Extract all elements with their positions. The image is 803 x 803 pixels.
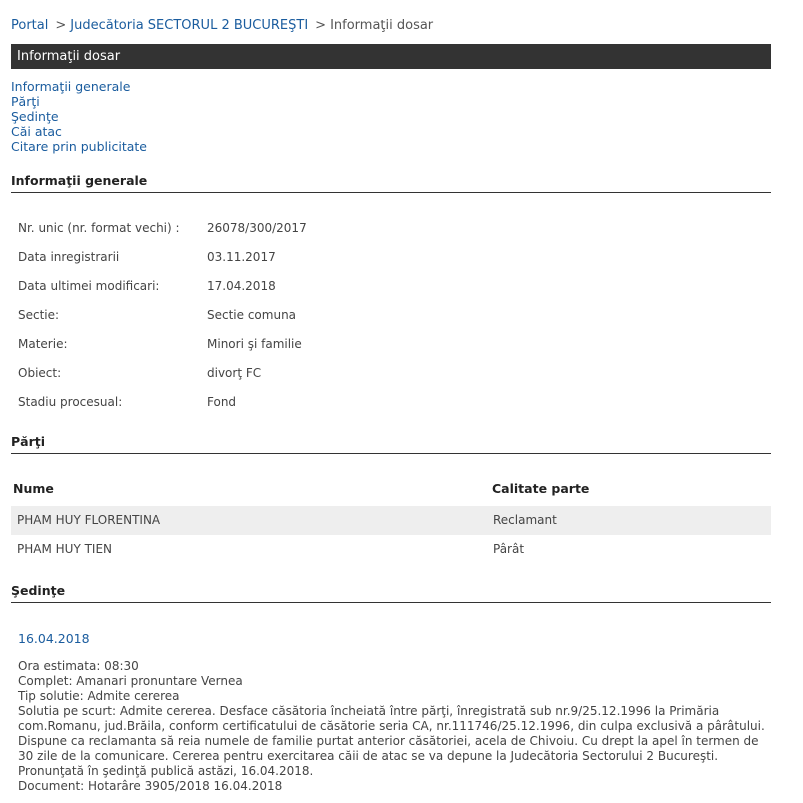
column-header-name: Nume xyxy=(13,481,54,496)
info-label: Data inregistrarii xyxy=(18,250,120,264)
info-label: Obiect: xyxy=(18,366,62,380)
info-value: 03.11.2017 xyxy=(207,250,276,264)
page-title: Informaţii dosar xyxy=(17,49,121,64)
parti-table-header xyxy=(11,481,771,501)
breadcrumb-current: Informaţii dosar xyxy=(330,18,434,33)
table-row xyxy=(11,506,771,535)
hearing-document: Document: Hotarâre 3905/2018 16.04.2018 xyxy=(18,779,283,793)
column-header-role: Calitate parte xyxy=(492,481,590,496)
info-value: Fond xyxy=(207,395,237,409)
toc-link-sedinte[interactable]: Şedinţe xyxy=(11,109,59,124)
party-role: Reclamant xyxy=(493,513,557,527)
hearing-solution-summary: Solutia pe scurt: Admite cererea. Desface căsătoria încheiată între părţi, înregistrată sub nr.9/25.12.1996 la Primăria com.Romanu, jud.Brăila, conform certificatului de căsătorie seria CA, nr.111746/25.12.1996, din culpa exclusivă a pârâtului. Dispune ca reclamanta să reia numele de familie purtat anterior căsătoriei, acela de Chivoiu. Cu drept la apel în termen de 30 zile de la comunicare. Cererea pentru exercitarea căii de atac se va depune la Judecătoria Sectorului 2 Bucureşti. Pronunţată în şedinţă publică astăzi, 16.04.2018. xyxy=(18,704,765,778)
info-value: Minori şi familie xyxy=(207,337,302,351)
toc-link-informatii-generale[interactable]: Informaţii generale xyxy=(11,79,131,94)
info-label: Nr. unic (nr. format vechi) : xyxy=(18,221,180,235)
breadcrumb-separator: > xyxy=(55,18,67,33)
breadcrumb xyxy=(11,18,433,33)
page-title-bar xyxy=(11,44,771,69)
toc-link-cai-atac[interactable]: Căi atac xyxy=(11,124,62,139)
info-value: 26078/300/2017 xyxy=(207,221,307,235)
hearing-date: 16.04.2018 xyxy=(18,631,90,646)
table-of-contents xyxy=(11,79,147,154)
party-role: Pârât xyxy=(493,542,525,556)
hearing-details xyxy=(18,659,770,794)
info-label: Sectie: xyxy=(18,308,60,322)
toc-link-citare[interactable]: Citare prin publicitate xyxy=(11,139,147,154)
breadcrumb-court-link[interactable]: Judecătoria SECTORUL 2 BUCUREŞTI xyxy=(70,18,309,33)
table-row xyxy=(11,535,771,564)
breadcrumb-separator: > xyxy=(315,18,327,33)
party-name: PHAM HUY FLORENTINA xyxy=(17,513,161,527)
hearing-panel: Complet: Amanari pronuntare Vernea xyxy=(18,674,243,688)
party-name: PHAM HUY TIEN xyxy=(17,542,113,556)
info-value: Sectie comuna xyxy=(207,308,297,322)
info-value: divorţ FC xyxy=(207,366,262,380)
section-heading-parti: Părţi xyxy=(11,434,771,454)
hearing-time: Ora estimata: 08:30 xyxy=(18,659,139,673)
toc-link-parti[interactable]: Părţi xyxy=(11,94,40,109)
section-heading-general: Informaţii generale xyxy=(11,173,771,193)
info-value: 17.04.2018 xyxy=(207,279,276,293)
info-label: Materie: xyxy=(18,337,68,351)
info-label: Data ultimei modificari: xyxy=(18,279,160,293)
info-label: Stadiu procesual: xyxy=(18,395,123,409)
section-heading-sedinte: Şedinţe xyxy=(11,583,771,603)
breadcrumb-portal-link[interactable]: Portal xyxy=(11,18,49,33)
hearing-solution-type: Tip solutie: Admite cererea xyxy=(18,689,180,703)
